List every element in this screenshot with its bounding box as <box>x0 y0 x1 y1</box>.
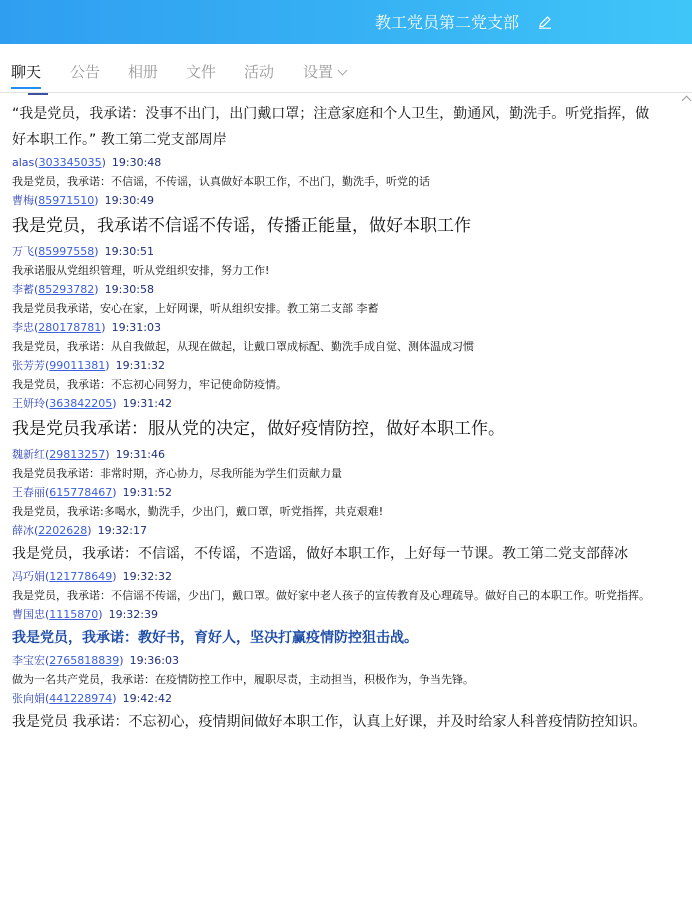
sender-id-link[interactable]: 121778649 <box>49 570 113 583</box>
sender-name[interactable]: 李忠 <box>12 321 34 334</box>
paren: ) <box>94 283 99 296</box>
paren: ) <box>101 321 106 334</box>
message-text: 我是党员，我承诺：从自我做起，从现在做起，让戴口罩成标配、勤洗手成自觉、测体温成习惯 <box>12 340 474 353</box>
message-meta <box>12 397 680 411</box>
chat-message <box>12 524 680 567</box>
message-text: 我是党员，我承诺不信谣不传谣，传播正能量，做好本职工作 <box>12 216 471 236</box>
paren: ) <box>98 608 103 621</box>
message-text: 做为一名共产党员，我承诺：在疫情防控工作中，履职尽责，主动担当，积极作为，争当先锋。 <box>12 673 474 686</box>
sender-name[interactable]: 张芳芳 <box>12 359 45 372</box>
message-meta <box>12 486 680 500</box>
tab-label: 活动 <box>244 63 275 81</box>
tab-label: 设置 <box>303 63 334 81</box>
paren: ( <box>45 448 50 461</box>
paren: ( <box>45 486 50 499</box>
message-text: 我是党员我承诺：服从党的决定，做好疫情防控，做好本职工作。 <box>12 419 505 439</box>
message-text: 我是党员，我承诺：不信谣不传谣，少出门，戴口罩。做好家中老人孩子的宣传教育及心理疏导。做好自己的本职工作。听党指挥。 <box>12 589 650 602</box>
message-meta <box>12 692 680 706</box>
tab-bar <box>0 44 692 93</box>
sender-name[interactable]: alas <box>12 156 35 169</box>
paren: ( <box>34 245 39 258</box>
message-meta <box>12 608 680 622</box>
chat-message <box>12 570 680 605</box>
sender-name[interactable]: 王春丽 <box>12 486 45 499</box>
message-timestamp: 19:31:42 <box>122 397 172 410</box>
scroll-up-icon[interactable] <box>682 96 692 106</box>
message-text: 我是党员我承诺：非常时期，齐心协力，尽我所能为学生们贡献力量 <box>12 467 342 480</box>
paren: ( <box>45 397 50 410</box>
sender-id-link[interactable]: 615778467 <box>49 486 113 499</box>
chat-message <box>12 101 680 153</box>
tab-label: 相册 <box>128 63 159 81</box>
message-timestamp: 19:30:51 <box>104 245 154 258</box>
message-meta <box>12 570 680 584</box>
sender-id-link[interactable]: 280178781 <box>38 321 102 334</box>
sender-name[interactable]: 王妍玲 <box>12 397 45 410</box>
message-text: 我是党员，我承诺:多喝水，勤洗手，少出门，戴口罩，听党指挥，共克艰难! <box>12 505 384 518</box>
tab-files[interactable] <box>186 63 216 81</box>
chat-message <box>12 245 680 280</box>
message-meta <box>12 321 680 335</box>
paren: ( <box>34 156 39 169</box>
group-header <box>0 0 692 44</box>
message-timestamp: 19:30:58 <box>104 283 154 296</box>
message-text: 我是党员 我承诺：不忘初心，疫情期间做好本职工作，认真上好课，并及时给家人科普疫情防控知识。 <box>12 714 647 730</box>
paren: ) <box>105 359 110 372</box>
message-text: 我承诺服从党组织管理，听从党组织安排，努力工作! <box>12 264 270 277</box>
paren: ) <box>112 486 117 499</box>
paren: ) <box>94 245 99 258</box>
sender-id-link[interactable]: 85293782 <box>38 283 95 296</box>
sender-name[interactable]: 曹梅 <box>12 194 34 207</box>
paren: ( <box>34 194 39 207</box>
message-text: “我是党员，我承诺：没事不出门，出门戴口罩；注意家庭和个人卫生，勤通风，勤洗手。听党指挥，做好本职工作。” 教工第二党支部周岸 <box>12 106 650 148</box>
paren: ( <box>34 524 39 537</box>
paren: ) <box>119 654 124 667</box>
sender-id-link[interactable]: 441228974 <box>49 692 113 705</box>
sender-name[interactable]: 李宝宏 <box>12 654 45 667</box>
message-timestamp: 19:32:32 <box>122 570 172 583</box>
sender-name[interactable]: 冯巧娟 <box>12 570 45 583</box>
sender-id-link[interactable]: 1115870 <box>49 608 99 621</box>
chat-message <box>12 194 680 242</box>
message-meta <box>12 283 680 297</box>
chat-message <box>12 397 680 445</box>
sender-name[interactable]: 张向娟 <box>12 692 45 705</box>
sender-id-link[interactable]: 2765818839 <box>49 654 120 667</box>
sender-name[interactable]: 万飞 <box>12 245 34 258</box>
chat-message <box>12 321 680 356</box>
message-meta <box>12 524 680 538</box>
edit-icon[interactable] <box>537 14 553 30</box>
sender-id-link[interactable]: 2202628 <box>38 524 88 537</box>
message-text: 我是党员我承诺，安心在家，上好网课，听从组织安排。教工第二支部 李蓄 <box>12 302 379 315</box>
message-timestamp: 19:31:32 <box>115 359 165 372</box>
tab-album[interactable] <box>128 63 158 81</box>
chat-message <box>12 359 680 394</box>
sender-id-link[interactable]: 85997558 <box>38 245 95 258</box>
message-text: 我是党员，我承诺：不忘初心同努力，牢记使命防疫情。 <box>12 378 287 391</box>
message-list <box>0 156 680 735</box>
message-text: 我是党员，我承诺：不信谣，不传谣，不造谣，做好本职工作，上好每一节课。教工第二党支部薛冰 <box>12 546 628 562</box>
paren: ) <box>105 448 110 461</box>
message-meta <box>12 654 680 668</box>
message-timestamp: 19:32:17 <box>97 524 147 537</box>
message-text: 我是党员，我承诺：不信谣，不传谣，认真做好本职工作，不出门，勤洗手，听党的话 <box>12 175 430 188</box>
chat-message <box>12 608 680 651</box>
paren: ) <box>112 570 117 583</box>
tab-settings[interactable] <box>303 63 346 81</box>
tab-label: 公告 <box>70 63 101 81</box>
paren: ( <box>45 654 50 667</box>
message-timestamp: 19:30:48 <box>111 156 162 169</box>
chat-message <box>12 486 680 521</box>
message-meta <box>12 156 680 170</box>
paren: ( <box>34 321 39 334</box>
message-meta <box>12 359 680 373</box>
sender-id-link[interactable]: 303345035 <box>38 156 102 169</box>
paren: ( <box>34 283 39 296</box>
chevron-down-icon <box>338 66 348 76</box>
message-meta <box>12 448 680 462</box>
cut-off-sender-name <box>28 93 48 95</box>
sender-name[interactable]: 薛冰 <box>12 524 34 537</box>
message-timestamp: 19:42:42 <box>122 692 172 705</box>
paren: ( <box>45 359 50 372</box>
message-timestamp: 19:36:03 <box>129 654 179 667</box>
sender-id-link[interactable]: 29813257 <box>49 448 106 461</box>
paren: ( <box>45 570 50 583</box>
message-text: 我是党员，我承诺：教好书，育好人，坚决打赢疫情防控狙击战。 <box>12 630 418 646</box>
chat-message <box>12 692 680 735</box>
message-timestamp: 19:30:49 <box>104 194 154 207</box>
message-timestamp: 19:31:03 <box>111 321 161 334</box>
paren: ) <box>94 194 99 207</box>
sender-id-link[interactable]: 363842205 <box>49 397 113 410</box>
chat-message <box>12 448 680 483</box>
paren: ) <box>87 524 92 537</box>
message-meta <box>12 245 680 259</box>
chat-message <box>12 654 680 689</box>
tab-activities[interactable] <box>244 63 274 81</box>
paren: ) <box>112 397 117 410</box>
tab-announcements[interactable] <box>70 63 100 81</box>
message-meta <box>12 194 680 208</box>
paren: ( <box>45 608 50 621</box>
message-timestamp: 19:31:52 <box>122 486 172 499</box>
sender-name[interactable]: 曹国忠 <box>12 608 45 621</box>
tab-chat[interactable] <box>11 63 41 81</box>
active-tab-indicator <box>11 87 41 89</box>
tab-label: 聊天 <box>11 63 42 81</box>
sender-name[interactable]: 李蓄 <box>12 283 34 296</box>
chat-message-list[interactable] <box>0 93 680 911</box>
chat-message <box>12 156 680 191</box>
message-timestamp: 19:32:39 <box>108 608 158 621</box>
tab-label: 文件 <box>186 63 217 81</box>
sender-id-link[interactable]: 85971510 <box>38 194 95 207</box>
paren: ( <box>45 692 50 705</box>
group-title: 教工党员第二党支部 <box>375 13 520 32</box>
sender-name[interactable]: 魏新红 <box>12 448 45 461</box>
paren: ) <box>101 156 106 169</box>
message-timestamp: 19:31:46 <box>115 448 165 461</box>
chat-message <box>12 283 680 318</box>
sender-id-link[interactable]: 99011381 <box>49 359 106 372</box>
paren: ) <box>112 692 117 705</box>
